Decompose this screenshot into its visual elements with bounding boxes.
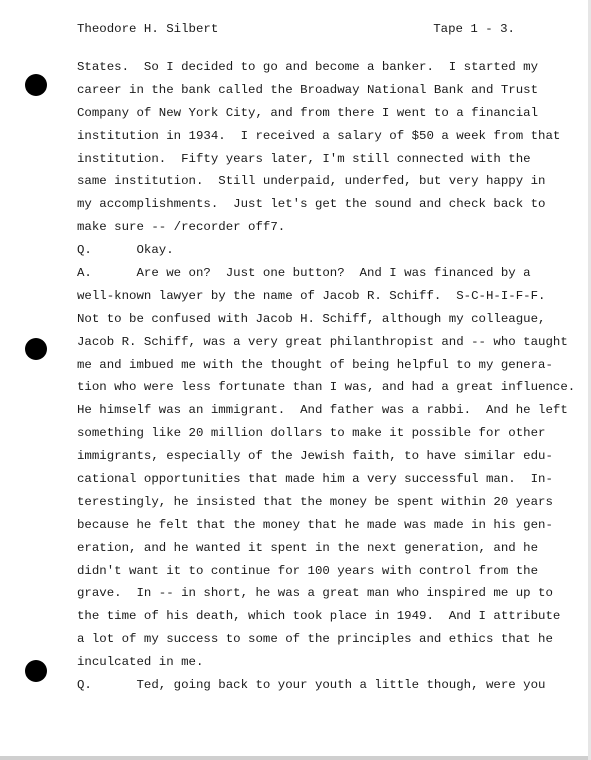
text-line: same institution. Still underpaid, underfed, but very happy in (77, 174, 546, 189)
page-bottom-edge (0, 756, 591, 760)
text-line: eration, and he wanted it spent in the next generation, and he (77, 540, 539, 555)
text-line: Not to be confused with Jacob H. Schiff, although my colleague, (77, 311, 546, 326)
text-line: grave. In -- in short, he was a great man who inspired me up to (77, 586, 553, 601)
page-header (77, 22, 515, 42)
binder-hole-bottom (25, 660, 47, 682)
text-line: the time of his death, which took place in 1949. And I attribute (77, 609, 561, 624)
text-line: my accomplishments. Just let's get the sound and check back to (77, 197, 546, 212)
question-line: Q. Ted, going back to your youth a little though, were you (77, 678, 546, 693)
text-line: Company of New York City, and from there I went to a financial (77, 105, 539, 120)
text-line: terestingly, he insisted that the money be spent within 20 years (77, 494, 553, 509)
text-line: States. So I decided to go and become a banker. I started my (77, 60, 539, 74)
text-line: me and imbued me with the thought of being helpful to my genera- (77, 357, 553, 372)
text-line: immigrants, especially of the Jewish faith, to have similar edu- (77, 449, 553, 464)
text-line: Jacob R. Schiff, was a very great philanthropist and -- who taught (77, 334, 568, 349)
text-line: make sure -- /recorder off7. (77, 220, 286, 235)
text-line: because he felt that the money that he made was made in his gen- (77, 517, 553, 532)
question-line: Q. Okay. (77, 243, 174, 258)
text-line: didn't want it to continue for 100 years with control from the (77, 563, 539, 578)
binder-hole-middle (25, 338, 47, 360)
text-line: institution in 1934. I received a salary of $50 a week from that (77, 128, 561, 143)
interviewee-name: Theodore H. Silbert (77, 22, 219, 36)
text-line: He himself was an immigrant. And father was a rabbi. And he left (77, 403, 568, 418)
text-line: well-known lawyer by the name of Jacob R. Schiff. S-C-H-I-F-F. (77, 288, 546, 303)
text-line: something like 20 million dollars to make it possible for other (77, 426, 546, 441)
text-line: institution. Fifty years later, I'm still connected with the (77, 151, 531, 166)
text-line: cational opportunities that made him a very successful man. In- (77, 472, 553, 487)
tape-number: Tape 1 - 3. (433, 22, 515, 36)
answer-line: A. Are we on? Just one button? And I was financed by a (77, 266, 531, 281)
transcript-body (77, 56, 577, 697)
text-line: career in the bank called the Broadway National Bank and Trust (77, 82, 539, 97)
text-line: tion who were less fortunate than I was, and had a great influence. (77, 380, 576, 395)
text-line: inculcated in me. (77, 655, 204, 670)
text-line: a lot of my success to some of the principles and ethics that he (77, 632, 553, 647)
binder-hole-top (25, 74, 47, 96)
